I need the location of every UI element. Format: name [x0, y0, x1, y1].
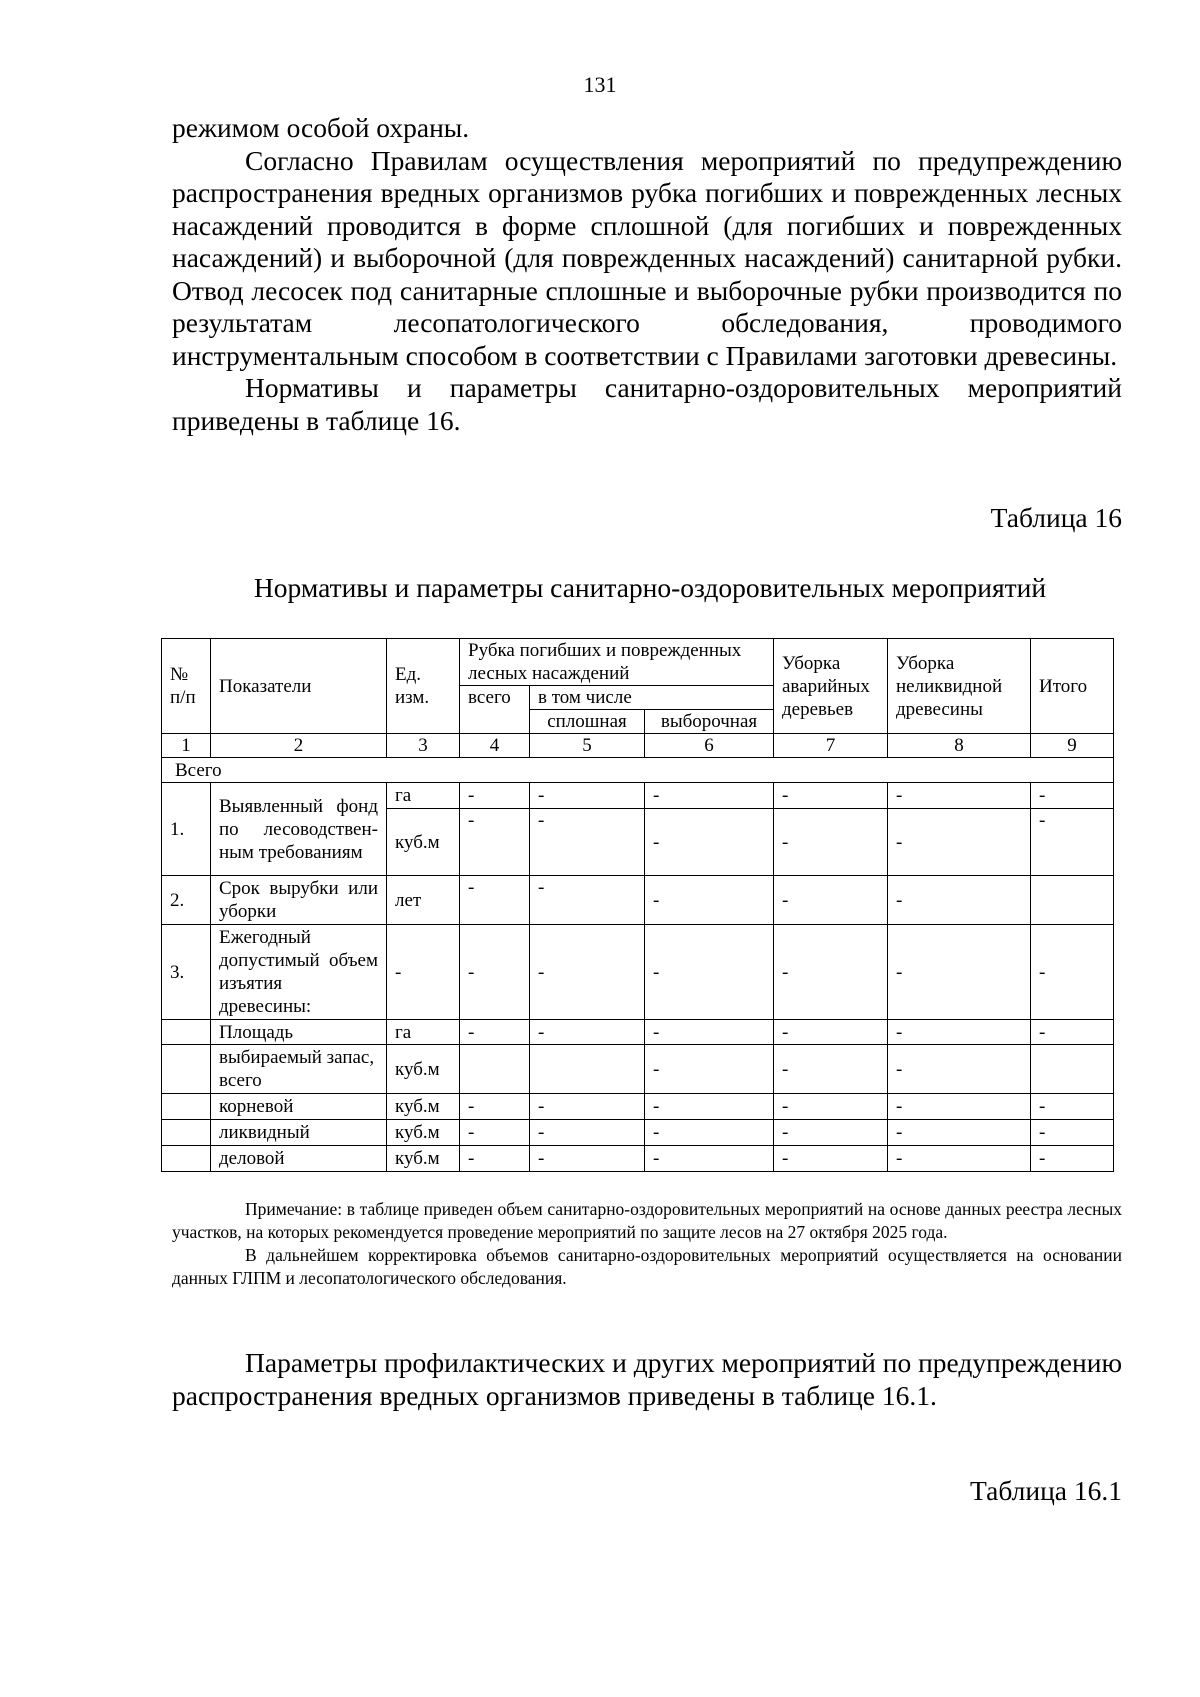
- cell: -: [460, 809, 530, 876]
- cell: [460, 1045, 530, 1094]
- header-clear: сплошная: [530, 710, 645, 734]
- page-number: 131: [583, 72, 617, 97]
- cell: -: [774, 925, 888, 1020]
- cell: -: [645, 809, 774, 876]
- row-unit: куб.м: [387, 1146, 460, 1172]
- cell: -: [774, 1020, 888, 1045]
- row-label: Ежегодный допустимый объем изъятия древесины:: [211, 925, 387, 1020]
- header-illiquid: Уборка неликвидной древесины: [888, 639, 1031, 734]
- col-number: 4: [460, 734, 530, 758]
- row-unit: куб.м: [387, 1120, 460, 1146]
- row-unit: куб.м: [387, 1094, 460, 1120]
- header-incl: в том числе: [530, 686, 774, 710]
- paragraph-0: режимом особой охраны.: [172, 112, 470, 143]
- col-number: 5: [530, 734, 645, 758]
- header-indicator: Показатели: [211, 639, 387, 734]
- cell: -: [460, 925, 530, 1020]
- cell: -: [645, 876, 774, 925]
- col-number: 1: [162, 734, 211, 758]
- cell: -: [645, 1094, 774, 1120]
- cell: -: [530, 1020, 645, 1045]
- row-no: 2.: [162, 876, 211, 925]
- paragraph-1: Согласно Правилам осуществления мероприятий по предупреждению распространения вредных организмов рубка погибших и поврежденных лесных насаждений проводится в форме сплошной (для погибших и поврежденных насаждений) и выборочной (для поврежденных насаждений) санитарной рубки. Отвод лесосек под санитарные сплошные и выборочные рубки производится по результатам лесопатологического обследования, проводимого инструментальным способом в соответствии с Правилами заготовки древесины.: [172, 144, 1122, 371]
- header-felling: Рубка погибших и поврежденных лесных насаждений: [460, 639, 774, 686]
- col-number: 8: [888, 734, 1031, 758]
- row-unit: лет: [387, 876, 460, 925]
- cell: -: [774, 876, 888, 925]
- cell: [530, 1045, 645, 1094]
- closing-text: [172, 1347, 1122, 1412]
- row-no: 1.: [162, 783, 211, 876]
- cell: -: [460, 1020, 530, 1045]
- cell: -: [774, 783, 888, 809]
- row-unit: куб.м: [387, 1045, 460, 1094]
- cell: -: [888, 1120, 1031, 1146]
- cell: -: [460, 783, 530, 809]
- table-label-2: Таблица 16.1: [970, 1475, 1122, 1506]
- cell: -: [530, 783, 645, 809]
- norms-table: [161, 638, 1114, 1172]
- cell: -: [460, 1120, 530, 1146]
- cell: -: [774, 1146, 888, 1172]
- paragraph-3: Параметры профилактических и других мероприятий по предупреждению распространения вредных организмов приведены в таблице 16.1.: [172, 1347, 1122, 1411]
- cell: -: [645, 783, 774, 809]
- cell: -: [888, 1020, 1031, 1045]
- row-label: Срок вырубки или уборки: [211, 876, 387, 925]
- intro-text: [172, 112, 1122, 437]
- cell: -: [888, 876, 1031, 925]
- row-no: [162, 1146, 211, 1172]
- table-notes: [172, 1198, 1122, 1290]
- cell: -: [888, 1146, 1031, 1172]
- col-number: 2: [211, 734, 387, 758]
- cell: -: [1031, 783, 1114, 809]
- section-total: Всего: [162, 758, 1114, 783]
- table-title: Нормативы и параметры санитарно-оздоровительных мероприятий: [253, 572, 1047, 603]
- cell: -: [645, 1120, 774, 1146]
- row-unit: га: [387, 1020, 460, 1045]
- cell: -: [888, 809, 1031, 876]
- paragraph-2: Нормативы и параметры санитарно-оздоровительных мероприятий приведены в таблице 16.: [172, 372, 1122, 436]
- note-1: Примечание: в таблице приведен объем санитарно-оздоровительных мероприятий на основе данных реестра лесных участков, на которых рекомендуется проведение мероприятий по защите лесов на 27 октября 2025 года.: [172, 1199, 1122, 1242]
- row-unit: га: [387, 783, 460, 809]
- cell: -: [645, 925, 774, 1020]
- cell: -: [774, 1045, 888, 1094]
- cell: -: [530, 1120, 645, 1146]
- cell: -: [460, 1094, 530, 1120]
- cell: -: [888, 1045, 1031, 1094]
- cell: -: [460, 876, 530, 925]
- row-no: [162, 1045, 211, 1094]
- cell: -: [1031, 1120, 1114, 1146]
- cell: -: [888, 783, 1031, 809]
- col-number: 9: [1031, 734, 1114, 758]
- cell: -: [530, 876, 645, 925]
- col-number: 3: [387, 734, 460, 758]
- cell: -: [530, 925, 645, 1020]
- cell: -: [888, 1094, 1031, 1120]
- cell: -: [460, 1146, 530, 1172]
- header-total: всего: [460, 686, 530, 734]
- row-no: 3.: [162, 925, 211, 1020]
- cell: -: [1031, 1146, 1114, 1172]
- row-label: выбираемый запас, всего: [211, 1045, 387, 1094]
- cell: -: [1031, 1020, 1114, 1045]
- header-no: № п/п: [162, 639, 211, 734]
- row-label: Выявленный фонд по лесоводственным требованиям: [211, 783, 387, 876]
- row-no: [162, 1120, 211, 1146]
- cell: -: [530, 809, 645, 876]
- table-label: Таблица 16: [990, 502, 1122, 533]
- row-no: [162, 1094, 211, 1120]
- cell: -: [645, 1020, 774, 1045]
- cell: -: [774, 1120, 888, 1146]
- cell: -: [645, 1146, 774, 1172]
- cell: -: [645, 1045, 774, 1094]
- row-label: деловой: [211, 1146, 387, 1172]
- cell: [1031, 876, 1114, 925]
- cell: -: [1031, 1094, 1114, 1120]
- row-unit: -: [387, 925, 460, 1020]
- row-no: [162, 1020, 211, 1045]
- row-label: Площадь: [211, 1020, 387, 1045]
- header-unit: Ед. изм.: [387, 639, 460, 734]
- header-emergency: Уборка аварийных деревьев: [774, 639, 888, 734]
- cell: -: [1031, 925, 1114, 1020]
- cell: -: [530, 1146, 645, 1172]
- cell: -: [530, 1094, 645, 1120]
- cell: -: [888, 925, 1031, 1020]
- cell: -: [774, 1094, 888, 1120]
- row-label: ликвидный: [211, 1120, 387, 1146]
- row-label: корневой: [211, 1094, 387, 1120]
- col-number: 6: [645, 734, 774, 758]
- cell: [1031, 1045, 1114, 1094]
- cell: -: [774, 809, 888, 876]
- header-sum: Итого: [1031, 639, 1114, 734]
- cell: -: [1031, 809, 1114, 876]
- col-number: 7: [774, 734, 888, 758]
- row-unit: куб.м: [387, 809, 460, 876]
- header-selective: выборочная: [645, 710, 774, 734]
- note-2: В дальнейшем корректировка объемов санитарно-оздоровительных мероприятий осуществляется на основании данных ГЛПМ и лесопатологического обследования.: [172, 1245, 1122, 1288]
